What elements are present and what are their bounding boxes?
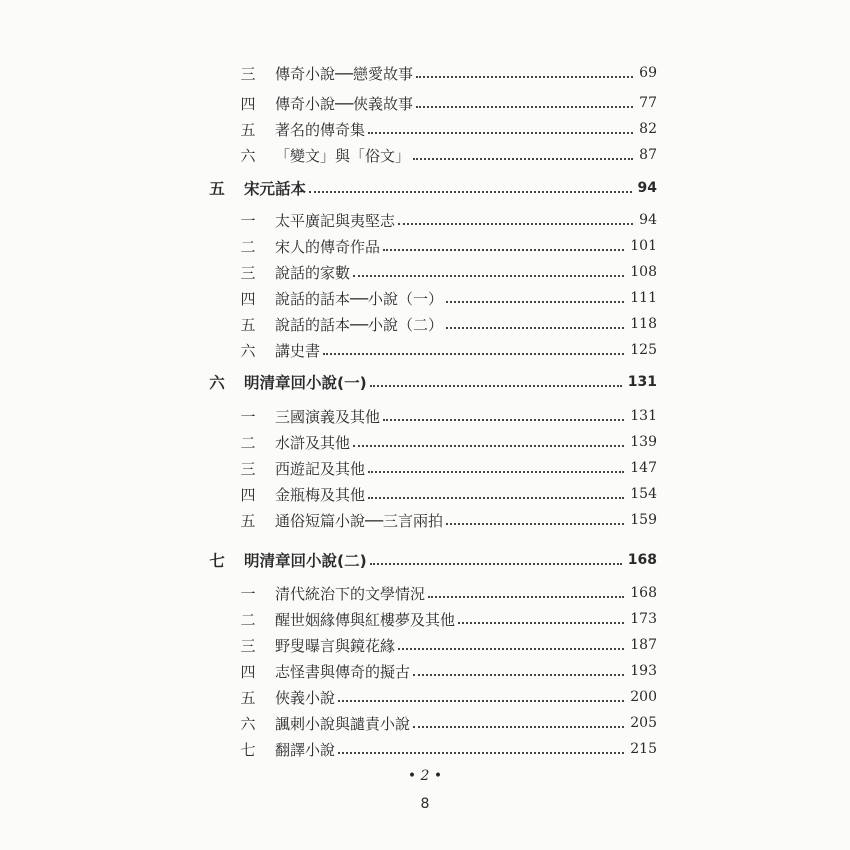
entry-number: 五 [240,315,256,334]
entry-page: 205 [630,715,657,731]
toc-section-entry [0,235,850,257]
dot-leader [428,596,624,598]
dot-leader [413,158,633,160]
toc-section-entry [0,582,850,604]
dot-leader [416,106,633,108]
entry-title: 三國演義及其他 [275,407,381,426]
toc-section-entry [0,457,850,479]
toc-section-entry [0,62,850,84]
dot-leader [398,223,633,225]
toc-chapter-entry [0,177,850,199]
toc-section-entry [0,144,850,166]
toc-section-entry [0,431,850,453]
entry-number: 五 [209,180,225,198]
entry-number: 三 [240,636,256,655]
entry-title: 俠義小說 [275,688,336,707]
entry-page: 139 [630,434,657,450]
toc-section-entry [0,92,850,114]
entry-title: 說話的話本──小說（二） [275,315,444,334]
toc-section-entry [0,313,850,335]
entry-title: 志怪書與傳奇的擬古 [275,662,411,681]
entry-page: 77 [639,95,657,111]
dot-leader [370,563,622,565]
dot-leader [309,191,632,193]
toc-section-entry [0,712,850,734]
entry-page: 118 [630,316,657,332]
entry-number: 六 [209,374,225,392]
entry-title: 「變文」與「俗文」 [275,146,411,165]
entry-page: 131 [627,374,657,390]
dot-leader [446,523,624,525]
entry-title: 野叟曝言與鏡花緣 [275,636,396,655]
entry-title: 傳奇小說──戀愛故事 [275,64,414,83]
entry-page: 131 [630,408,657,424]
dot-leader [398,648,624,650]
entry-title: 著名的傳奇集 [275,120,366,139]
dot-leader [353,445,624,447]
printed-page-number: • 2 • [407,768,443,784]
entry-number: 四 [240,289,256,308]
toc-chapter-entry [0,371,850,393]
entry-page: 173 [630,611,657,627]
entry-page: 69 [639,65,657,81]
entry-number: 六 [240,714,256,733]
entry-title: 通俗短篇小說──三言兩拍 [275,511,444,530]
entry-number: 二 [240,237,256,256]
entry-number: 五 [240,511,256,530]
dot-leader [368,497,624,499]
entry-number: 三 [240,263,256,282]
dot-leader [370,385,622,387]
toc-section-entry [0,634,850,656]
entry-number: 四 [240,662,256,681]
dot-leader [413,674,624,676]
entry-number: 五 [240,120,256,139]
entry-page: 159 [630,512,657,528]
entry-page: 154 [630,486,657,502]
dot-leader [368,471,624,473]
dot-leader [413,726,624,728]
toc-section-entry [0,483,850,505]
entry-title: 清代統治下的文學情況 [275,584,426,603]
entry-number: 五 [240,688,256,707]
entry-number: 四 [240,94,256,113]
entry-title: 明清章回小說(一) [244,374,367,392]
entry-page: 111 [630,290,657,306]
entry-page: 87 [639,147,657,163]
entry-title: 金瓶梅及其他 [275,485,366,504]
toc-section-entry [0,339,850,361]
dot-leader [368,132,633,134]
entry-title: 宋元話本 [244,180,307,198]
entry-title: 醒世姻緣傳與紅樓夢及其他 [275,610,456,629]
entry-number: 二 [240,433,256,452]
entry-page: 193 [630,663,657,679]
entry-page: 215 [630,741,657,757]
toc-section-entry [0,405,850,427]
entry-title: 西遊記及其他 [275,459,366,478]
entry-title: 傳奇小說──俠義故事 [275,94,414,113]
dot-leader [353,275,624,277]
toc-chapter-entry [0,549,850,571]
entry-title: 翻譯小說 [275,740,336,759]
toc-section-entry [0,738,850,760]
entry-page: 168 [630,585,657,601]
entry-number: 七 [209,552,225,570]
dot-leader [383,419,624,421]
entry-page: 125 [630,342,657,358]
toc-section-entry [0,261,850,283]
toc-section-entry [0,118,850,140]
entry-title: 講史書 [275,341,321,360]
entry-number: 四 [240,485,256,504]
entry-number: 一 [240,407,256,426]
entry-page: 94 [639,212,657,228]
entry-title: 說話的話本──小說（一） [275,289,444,308]
entry-number: 六 [240,146,256,165]
entry-title: 明清章回小說(二) [244,552,367,570]
toc-section-entry [0,509,850,531]
entry-number: 七 [240,740,256,759]
toc-section-entry [0,287,850,309]
entry-number: 一 [240,211,256,230]
entry-page: 200 [630,689,657,705]
dot-leader [338,752,624,754]
entry-title: 水滸及其他 [275,433,351,452]
dot-leader [338,700,624,702]
dot-leader [416,76,633,78]
scan-page-number: 8 [420,796,430,812]
toc-section-entry [0,660,850,682]
entry-page: 108 [630,264,657,280]
entry-page: 187 [630,637,657,653]
dot-leader [383,249,624,251]
entry-title: 太平廣記與夷堅志 [275,211,396,230]
entry-number: 六 [240,341,256,360]
dot-leader [323,353,624,355]
entry-title: 諷刺小說與譴責小說 [275,714,411,733]
entry-title: 說話的家數 [275,263,351,282]
entry-number: 一 [240,584,256,603]
entry-number: 三 [240,64,256,83]
entry-page: 94 [637,180,657,196]
toc-section-entry [0,686,850,708]
dot-leader [446,327,624,329]
dot-leader [446,301,624,303]
entry-page: 82 [639,121,657,137]
dot-leader [458,622,624,624]
entry-number: 二 [240,610,256,629]
entry-page: 101 [630,238,657,254]
toc-section-entry [0,209,850,231]
entry-page: 168 [627,552,657,568]
toc-section-entry [0,608,850,630]
entry-title: 宋人的傳奇作品 [275,237,381,256]
entry-page: 147 [630,460,657,476]
entry-number: 三 [240,459,256,478]
